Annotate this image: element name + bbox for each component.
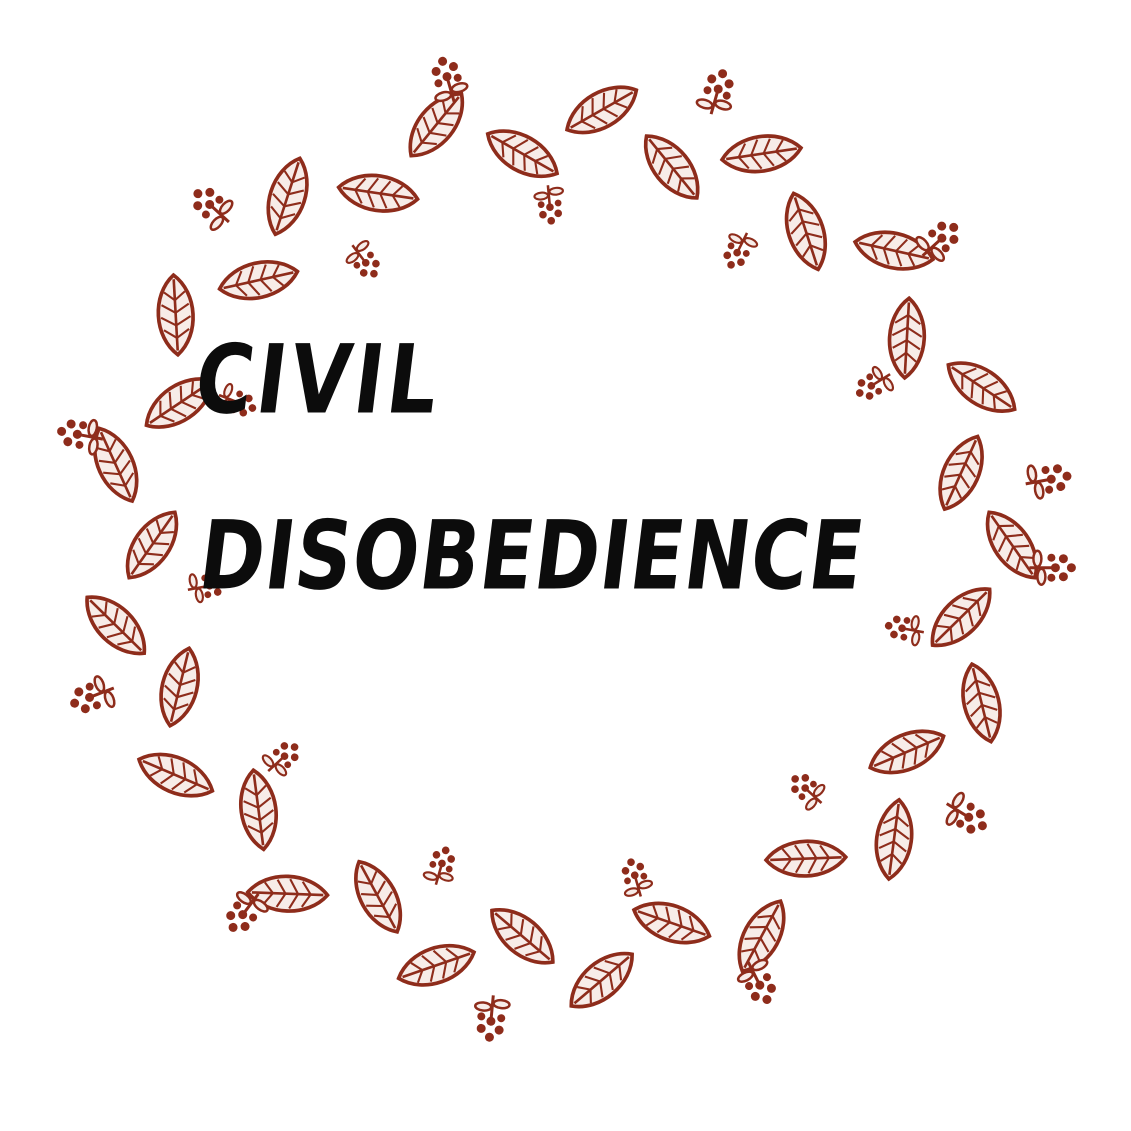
- wreath-leaf: [336, 170, 420, 216]
- wreath-berry-sprig: [183, 178, 240, 234]
- wreath-berry-sprig: [882, 611, 926, 647]
- wreath-leaf: [132, 743, 219, 806]
- wreath-leaf: [393, 936, 480, 995]
- wreath-leaf: [156, 274, 195, 356]
- wreath-berry-sprig: [938, 789, 995, 842]
- wreath-leaf: [344, 853, 413, 940]
- wreath-berry-sprig: [258, 734, 307, 782]
- wreath-leaf: [481, 897, 564, 975]
- wreath-berry-sprig: [64, 672, 120, 721]
- wreath-leaf: [719, 131, 803, 177]
- wreath-berry-sprig: [422, 843, 461, 889]
- wreath-leaf: [939, 351, 1025, 424]
- wreath-leaf: [259, 153, 316, 240]
- wreath-leaf: [560, 941, 643, 1019]
- wreath-leaf: [153, 644, 206, 730]
- wreath-leaf: [558, 75, 644, 145]
- title-line-civil: CIVIL: [189, 326, 449, 436]
- wreath-leaf: [863, 720, 950, 783]
- wreath-leaf: [955, 660, 1008, 746]
- wreath-leaf: [633, 125, 710, 209]
- wreath-berry-sprig: [695, 65, 740, 119]
- wreath-leaf: [887, 297, 926, 379]
- wreath-leaf: [75, 585, 156, 666]
- wreath-leaf: [765, 840, 846, 878]
- wreath-leaf: [920, 577, 1001, 658]
- wreath-berry-sprig: [534, 184, 566, 226]
- title-line-disobedience: DISOBEDIENCE: [193, 502, 871, 612]
- wreath-leaf: [236, 768, 281, 852]
- wreath-leaf: [628, 894, 715, 953]
- wreath-leaf: [777, 188, 834, 275]
- wreath-leaf: [479, 119, 565, 189]
- wreath-berry-sprig: [1029, 551, 1076, 585]
- wreath-berry-sprig: [1023, 459, 1075, 501]
- wreath-leaf: [929, 429, 994, 516]
- wreath-berry-sprig: [341, 236, 388, 285]
- wreath-berry-sprig: [716, 226, 759, 274]
- wreath-leaf: [115, 502, 189, 587]
- wreath-berry-sprig: [849, 362, 898, 407]
- wreath-leaf: [216, 255, 301, 306]
- wreath-berry-sprig: [783, 766, 832, 814]
- wreath-berry-sprig: [472, 994, 510, 1043]
- wreath-leaf: [872, 798, 917, 882]
- wreath-berry-sprig: [616, 855, 655, 901]
